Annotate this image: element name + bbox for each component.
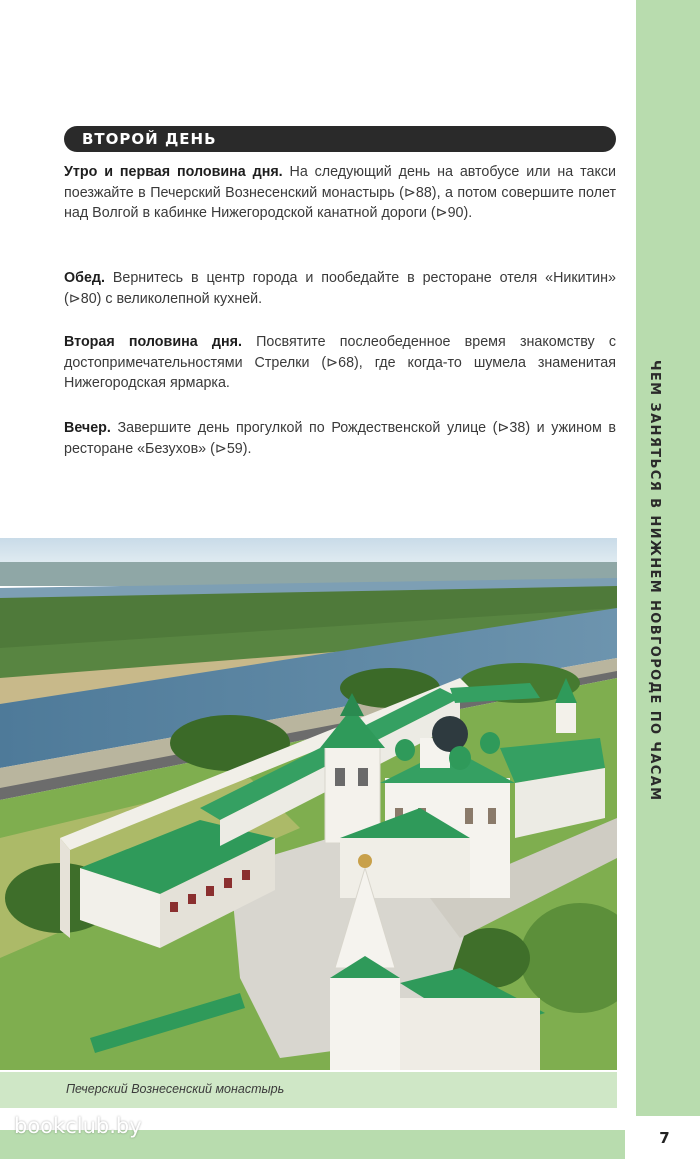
paragraph-lead: Вечер. <box>64 420 111 436</box>
monastery-photo <box>0 538 617 1070</box>
chapter-sidebar-band <box>636 0 700 1116</box>
paragraph-text: Завершите день прогулкой по Рождественской улице (⊳38) и ужином в ресторане «Безухов» (⊳59). <box>64 420 616 457</box>
paragraph-lead: Утро и первая половина дня. <box>64 164 283 180</box>
paragraph-text: Посвятите послеобеденное время знакомству с достопримечательностями Стрелки (⊳68), где когда-то шумела знаменитая Нижегородская ярмарка. <box>64 334 617 391</box>
paragraph-text: На следующий день на автобусе или на такси поезжайте в Печерский Вознесенский монастырь (⊳88), а потом совершите полет над Волгой в кабинке Нижегородской канатной дороги (⊳90). <box>64 164 616 221</box>
paragraph-evening <box>64 418 616 459</box>
watermark-logo: bookclub.by <box>14 1114 142 1138</box>
photo-caption: Печерский Вознесенский монастырь <box>66 1082 285 1096</box>
section-heading: ВТОРОЙ ДЕНЬ <box>64 126 616 152</box>
paragraph-afternoon <box>64 332 616 394</box>
page-number: 7 <box>625 1116 700 1159</box>
paragraph-lead: Вторая половина дня. <box>64 334 242 350</box>
paragraph-lead: Обед. <box>64 270 105 286</box>
paragraph-text: Вернитесь в центр города и пообедайте в ресторане отеля «Никитин» (⊳80) с великолепной кухней. <box>64 270 616 307</box>
paragraph-morning <box>64 162 616 224</box>
chapter-title-vertical: ЧЕМ ЗАНЯТЬСЯ В НИЖНЕМ НОВГОРОДЕ ПО ЧАСАМ <box>647 360 662 802</box>
paragraph-lunch <box>64 268 616 309</box>
